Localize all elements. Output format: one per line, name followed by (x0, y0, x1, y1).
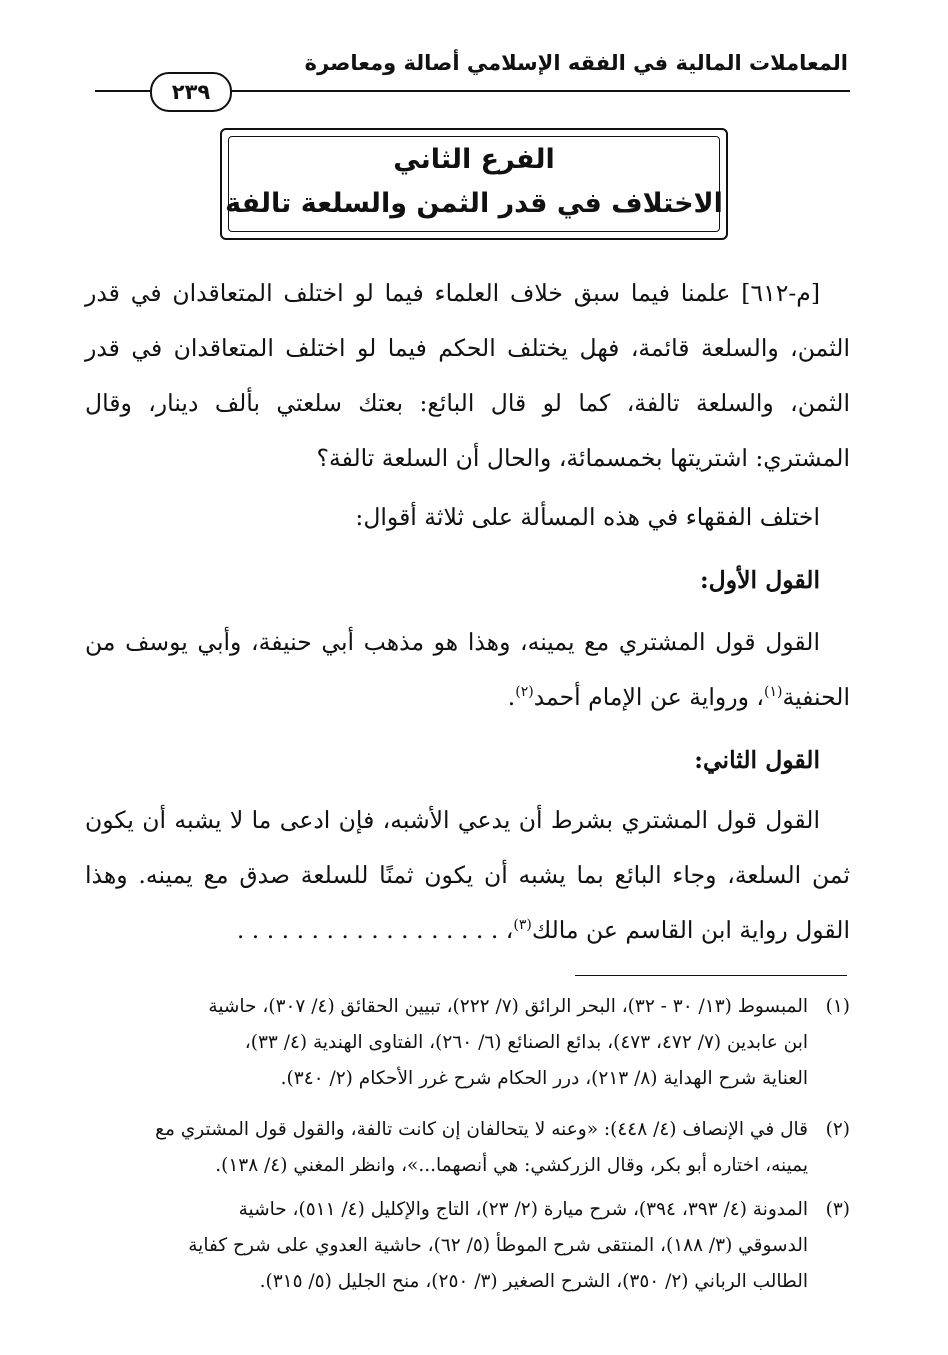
paragraph-2: اختلف الفقهاء في هذه المسألة على ثلاثة أقوال: (355, 503, 820, 531)
footnote-3-number: (٣) (825, 1199, 850, 1220)
section-title-box (220, 128, 728, 240)
text-segment: . (507, 683, 516, 711)
text-segment: الحنفية (782, 683, 850, 711)
paragraph-1-line-1: [م-٦١٢] علمنا فيما سبق خلاف العلماء فيما لو اختلف المتعاقدان في قدر (85, 279, 820, 307)
section-title-line-2: الاختلاف في قدر الثمن والسلعة تالفة (225, 188, 723, 219)
paragraph-1-line-2: الثمن، والسلعة قائمة، فهل يختلف الحكم فيما لو اختلف المتعاقدان في قدر (85, 334, 850, 362)
paragraph-1-line-3: الثمن، والسلعة تالفة، كما لو قال البائع: بعتك سلعتي بألف دينار، وقال (85, 389, 850, 417)
text-segment: ، . . . . . . . . . . . . . . . . . . (236, 916, 514, 944)
footnote-text: الدسوقي (٣/ ١٨٨)، المنتقى شرح الموطأ (٥/ ٦٢)، حاشية العدوي على شرح كفاية (188, 1235, 808, 1256)
footnote-text: المبسوط (١٣/ ٣٠ - ٣٢)، البحر الرائق (٧/ ٢٢٢)، تبيين الحقائق (٤/ ٣٠٧)، حاشية (208, 996, 808, 1017)
paragraph-1-line-4: المشتري: اشتريتها بخمسمائة، والحال أن السلعة تالفة؟ (316, 444, 850, 472)
text-segment: القول رواية ابن القاسم عن مالك (531, 916, 850, 944)
footnote-text: العناية شرح الهداية (٨/ ٢١٣)، درر الحكام شرح غرر الأحكام (٢/ ٣٤٠). (280, 1068, 808, 1089)
footnote-text: الطالب الرباني (٢/ ٣٥٠)، الشرح الصغير (٣/ ٢٥٠)، منح الجليل (٥/ ٣١٥). (259, 1271, 808, 1292)
heading-first-opinion: القول الأول: (699, 566, 820, 594)
running-header-title: المعاملات المالية في الفقه الإسلامي أصالة ومعاصرة (304, 51, 848, 75)
footnote-2-number: (٢) (825, 1119, 850, 1140)
paragraph-3-line-1: القول قول المشتري مع يمينه، وهذا هو مذهب أبي حنيفة، وأبي يوسف من (85, 628, 820, 656)
footnote-text: ابن عابدين (٧/ ٤٧٢، ٤٧٣)، بدائع الصنائع (٦/ ٢٦٠)، الفتاوى الهندية (٤/ ٣٣)، (244, 1032, 808, 1053)
footnote-separator (575, 975, 847, 976)
text-segment: ، ورواية عن الإمام أحمد (533, 683, 764, 711)
page-number: ٢٣٩ (150, 72, 232, 112)
paragraph-4-line-3 (85, 910, 850, 950)
paragraph-4-line-2: ثمن السلعة، وجاء البائع بما يشبه أن يكون ثمنًا للسلعة صدق مع يمينه. وهذا (85, 861, 850, 889)
footnote-1-number: (١) (825, 996, 850, 1017)
footnote-ref-3[interactable]: (٣) (513, 917, 532, 934)
heading-second-opinion: القول الثاني: (694, 746, 820, 774)
footnote-text: يمينه، اختاره أبو بكر، وقال الزركشي: هي أنصهما...»، وانظر المغني (٤/ ١٣٨). (215, 1155, 808, 1176)
footnote-text: المدونة (٤/ ٣٩٣، ٣٩٤)، شرح ميارة (٢/ ٢٣)، التاج والإكليل (٤/ ٥١١)، حاشية (238, 1199, 808, 1220)
footnote-ref-1[interactable]: (١) (764, 684, 783, 701)
footnote-text: قال في الإنصاف (٤/ ٤٤٨): «وعنه لا يتحالفان إن كانت تالفة، والقول قول المشتري مع (155, 1119, 808, 1140)
paragraph-4-line-1: القول قول المشتري بشرط أن يدعي الأشبه، فإن ادعى ما لا يشبه أن يكون (85, 806, 820, 834)
paragraph-3-line-2 (85, 677, 850, 717)
footnote-ref-2[interactable]: (٢) (515, 684, 534, 701)
section-title-line-1: الفرع الثاني (393, 144, 555, 175)
